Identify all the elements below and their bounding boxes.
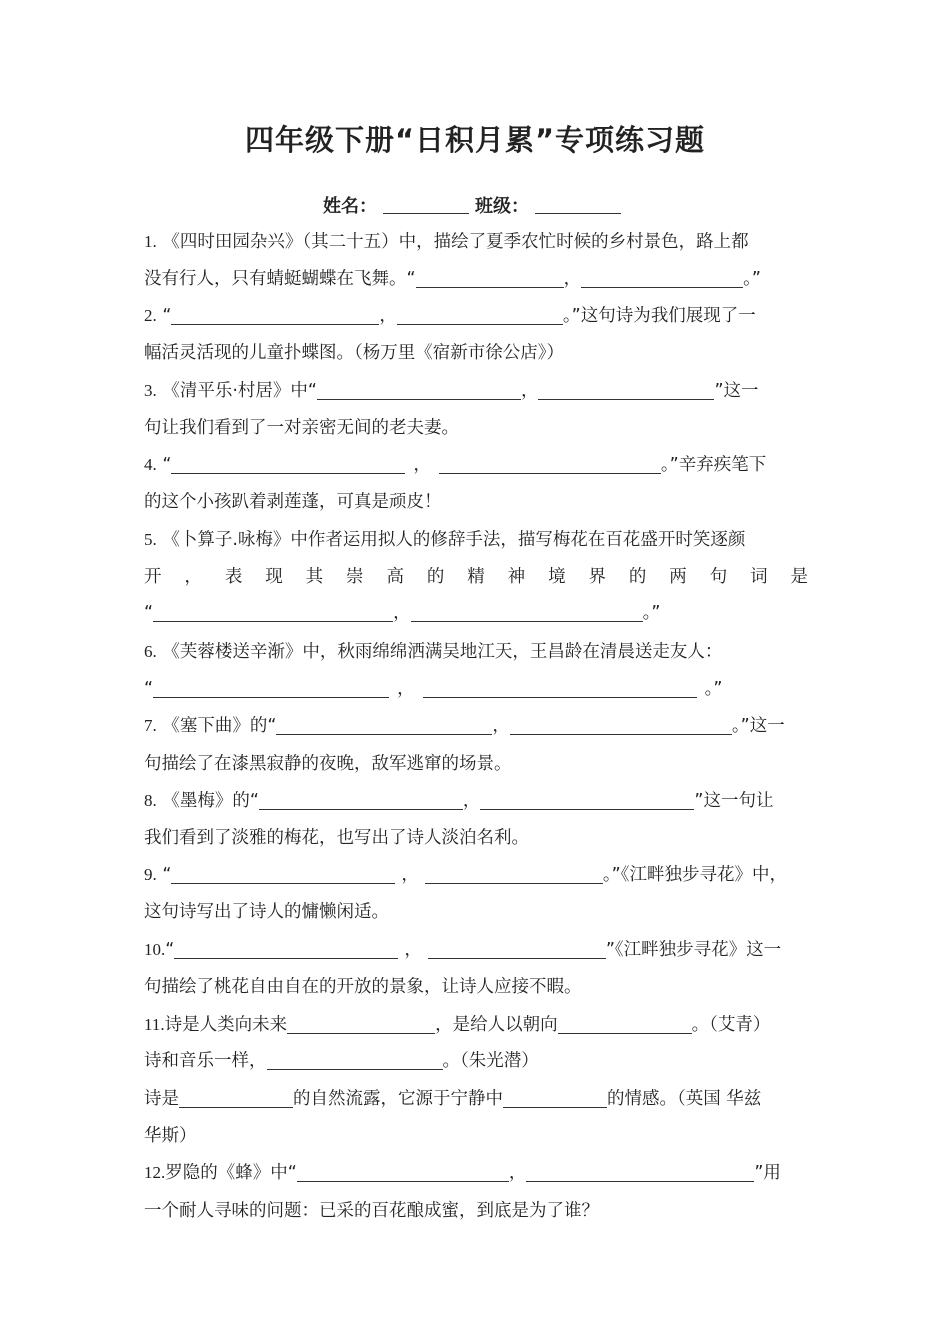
question-text: “ [162,865,172,885]
answer-blank[interactable] [428,939,606,959]
question-text: 诗是 [144,1089,179,1109]
answer-blank[interactable] [174,939,398,959]
question-text: ”用 [754,1163,781,1183]
question-text: ， [393,603,411,623]
answer-blank[interactable] [526,1162,754,1182]
question-11-line-3 [144,1086,808,1112]
question-9-line-1 [144,862,808,888]
question-text: ， [563,269,582,289]
class-blank[interactable] [535,195,621,214]
answer-blank[interactable] [179,1088,293,1108]
question-text: 。”这一 [731,716,785,736]
justified-char: 高 [386,567,404,587]
name-class-line [0,192,950,218]
question-number: 3. [144,381,157,400]
question-text: 的这个小孩趴着剥莲蓬，可真是顽皮！ [144,492,442,512]
question-number: 8. [144,791,157,810]
answer-blank[interactable] [276,715,492,735]
question-text: 一个耐人寻味的问题：已采的百花酿成蜜，到底是为了谁？ [144,1201,599,1221]
answer-blank[interactable] [581,268,743,288]
justified-char: 开 [144,567,162,587]
question-text: 。”辛弃疾笔下 [660,455,767,475]
answer-blank[interactable] [416,268,564,288]
question-text: 《卜算子.咏梅》中作者运用拟人的修辞手法，描写梅花在百花盛开时笑逐颜 [162,530,746,550]
question-number: 12. [144,1163,166,1182]
question-text: 这句诗写出了诗人的慵懒闲适。 [144,902,389,922]
question-3-line-1 [144,378,808,404]
answer-blank[interactable] [411,602,643,622]
justified-char: ， [184,567,202,587]
question-4-line-2 [144,489,808,515]
justified-char: 的 [426,567,445,587]
justified-char: 词 [750,567,768,587]
class-label: 班级： [475,196,529,217]
answer-blank[interactable] [267,1050,443,1070]
question-number: 9. [144,865,157,884]
question-text: ”这一句让 [694,791,774,811]
question-text: 。” [704,679,723,699]
page-title: 四年级下册“日积月累”专项练习题 [244,123,706,157]
question-text: 幅活灵活现的儿童扑蝶图。（杨万里《宿新市徐公店》） [144,343,564,363]
question-text: 诗和音乐一样， [144,1051,267,1071]
justified-char: 境 [548,567,566,587]
question-text: “ [162,306,172,326]
question-10-line-1 [144,937,808,963]
answer-blank[interactable] [153,678,389,698]
question-text: 《芙蓉楼送辛渐》中，秋雨绵绵洒满吴地江天，王昌龄在清晨送走友人： [162,642,723,662]
question-text: ”《江畔独步寻花》这一 [605,940,782,960]
question-text: 。”《江畔独步寻花》中， [602,865,787,885]
question-text: ， [379,306,397,326]
answer-blank[interactable] [297,1162,509,1182]
question-text: 。”这句诗为我们展现了一 [562,306,756,326]
question-text: “ [162,455,172,475]
justified-char: 神 [507,567,526,587]
justified-char: 界 [588,567,606,587]
question-11-line-2 [144,1048,808,1074]
justified-char: 的 [628,567,647,587]
justified-char: 崇 [346,567,364,587]
justified-char: 表 [224,567,243,587]
question-text: 华斯） [144,1126,197,1146]
question-text: 《塞下曲》的“ [162,716,277,736]
question-6-line-2 [144,676,808,702]
question-text: ， [492,716,510,736]
question-number: 11. [144,1015,165,1034]
question-number: 1. [144,232,157,251]
question-number: 4. [144,455,157,474]
answer-blank[interactable] [503,1088,607,1108]
question-text: ， [401,865,419,885]
question-8-line-2 [144,825,808,851]
question-8-line-1 [144,788,808,814]
question-text: 《墨梅》的“ [162,791,259,811]
answer-blank[interactable] [259,790,463,810]
question-2-line-1 [144,303,808,329]
question-number: 10. [144,940,166,959]
answer-blank[interactable] [439,454,661,474]
question-11-line-1 [144,1012,808,1038]
question-1-line-1 [144,229,808,255]
question-5-line-1 [144,527,808,553]
question-text: 的情感。（英国 华兹 [607,1089,762,1109]
answer-blank[interactable] [171,864,395,884]
answer-blank[interactable] [287,1014,435,1034]
question-text: 句描绘了在漆黑寂静的夜晚，敌军逃窜的场景。 [144,754,512,774]
question-text: 的自然流露，它源于宁静中 [293,1089,503,1109]
question-1-line-2 [144,266,808,292]
question-text: 。（朱光潜） [442,1051,539,1071]
question-text: ，是给人以朝向 [435,1015,558,1035]
justified-char: 现 [265,567,283,587]
answer-blank[interactable] [425,864,603,884]
question-5-line-2 [144,564,808,590]
justified-char: 句 [709,567,728,587]
justified-char: 其 [305,567,324,587]
question-text: 。” [642,603,661,623]
name-label: 姓名： [323,196,377,217]
answer-blank[interactable] [538,380,714,400]
question-number: 5. [144,530,157,549]
question-text: ， [462,791,481,811]
answer-blank[interactable] [480,790,694,810]
question-4-line-1 [144,452,808,478]
question-text: ， [404,940,422,960]
name-blank[interactable] [383,195,469,214]
question-text: 。（艾青） [691,1015,771,1035]
question-text: ， [413,455,431,475]
justified-char: 两 [669,567,687,587]
question-text: ， [397,679,415,699]
question-10-line-2 [144,974,808,1000]
question-text: 《四时田园杂兴》（其二十五）中，描绘了夏季农忙时候的乡村景色，路上都 [162,232,749,252]
justified-char: 精 [467,567,485,587]
answer-blank[interactable] [423,678,697,698]
question-2-line-2 [144,340,808,366]
question-text: 句描绘了桃花自由自在的开放的景象，让诗人应接不暇。 [144,977,582,997]
question-6-line-1 [144,639,808,665]
question-number: 2. [144,306,157,325]
question-text: “ [144,603,154,623]
question-3-line-2 [144,415,808,441]
answer-blank[interactable] [317,380,521,400]
question-text: 句让我们看到了一对亲密无间的老夫妻。 [144,418,459,438]
question-12-line-2 [144,1198,808,1224]
question-text: 没有行人，只有蜻蜓蝴蝶在飞舞。“ [144,269,416,289]
question-text: ， [508,1163,527,1183]
question-text: 诗是人类向未来 [164,1015,288,1035]
question-text: ”这一 [714,381,759,401]
answer-blank[interactable] [558,1014,692,1034]
justified-char: 是 [790,567,808,587]
question-12-line-1 [144,1160,808,1186]
question-7-line-2 [144,751,808,777]
question-11-line-4 [144,1123,808,1149]
question-text: 《清平乐·村居》中“ [162,381,317,401]
answer-blank[interactable] [397,305,563,325]
question-9-line-2 [144,899,808,925]
question-text: “ [165,940,175,960]
question-number: 7. [144,716,157,735]
question-text: 罗隐的《蜂》中“ [165,1163,297,1183]
question-text: 我们看到了淡雅的梅花，也写出了诗人淡泊名利。 [144,828,529,848]
answer-blank[interactable] [510,715,732,735]
question-number: 6. [144,642,157,661]
question-text: ， [520,381,539,401]
answer-blank[interactable] [171,454,405,474]
question-text: 。” [743,269,761,289]
answer-blank[interactable] [171,305,379,325]
answer-blank[interactable] [153,602,393,622]
question-text: “ [144,679,154,699]
question-5-line-3 [144,600,808,626]
question-7-line-1 [144,713,808,739]
